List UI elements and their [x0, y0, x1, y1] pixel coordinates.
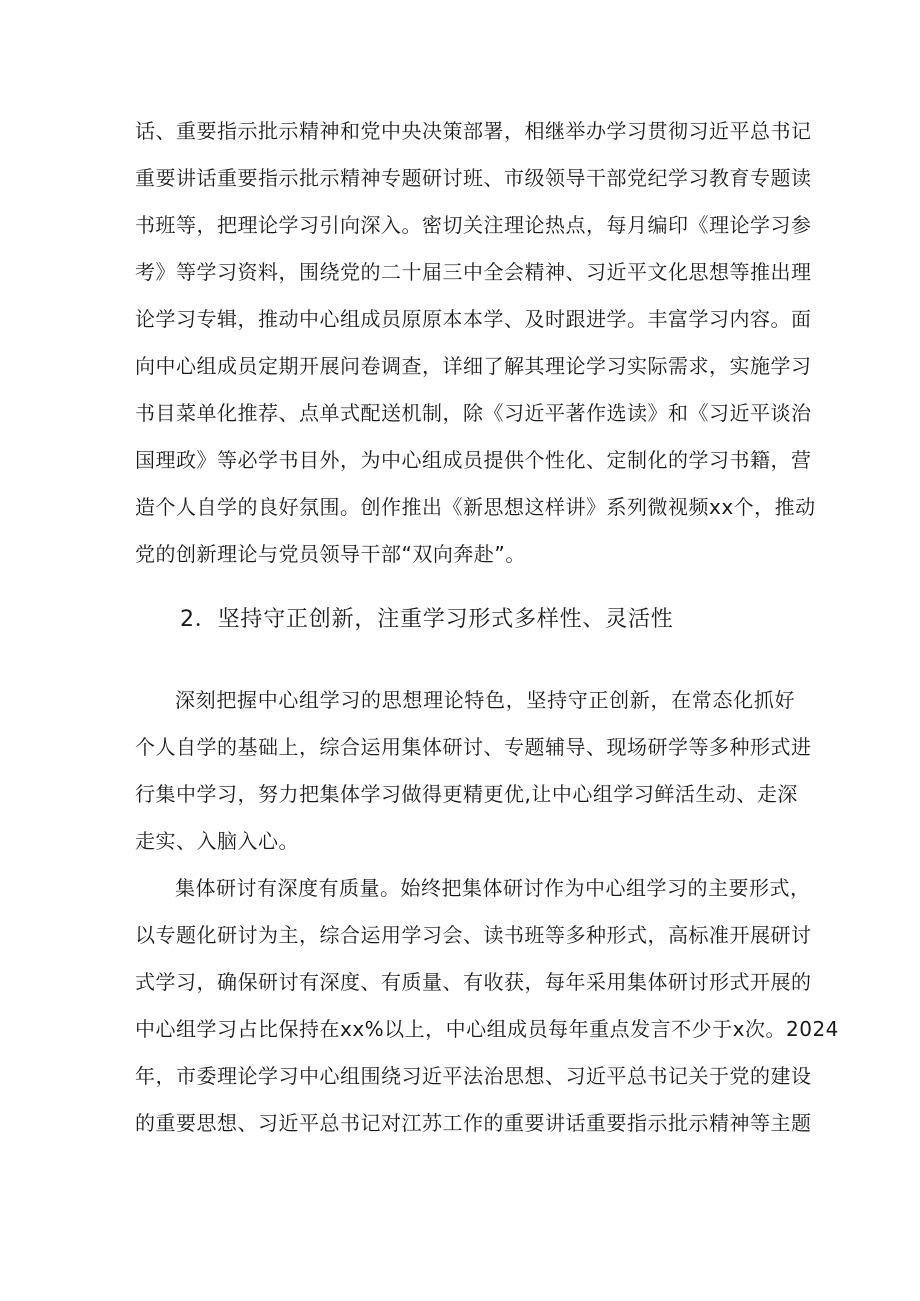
text-line: 深刻把握中心组学习的思想理论特色，坚持守正创新，在常态化抓好: [175, 688, 795, 712]
text-line: 党的创新理论与党员领导干部“双向奔赴”。: [135, 542, 526, 566]
text-line: 书班等，把理论学习引向深入。密切关注理论热点，每月编印《理论学习参: [135, 213, 812, 237]
section-heading: 2．坚持守正创新，注重学习形式多样性、灵活性: [180, 607, 674, 632]
text-line: 式学习，确保研讨有深度、有质量、有收获，每年采用集体研讨形式开展的: [135, 970, 812, 994]
text-line: 向中心组成员定期开展问卷调查，详细了解其理论学习实际需求，实施学习: [135, 354, 812, 378]
paragraph-theory-study: [135, 108, 816, 578]
text-line: 年，市委理论学习中心组围绕习近平法治思想、习近平总书记关于党的建设: [135, 1064, 812, 1088]
text-line: 的重要思想、习近平总书记对江苏工作的重要讲话重要指示批示精神等主题: [135, 1111, 812, 1135]
text-line: 考》等学习资料，围绕党的二十届三中全会精神、习近平文化思想等推出理: [135, 260, 812, 284]
text-line: 集体研讨有深度有质量。始终把集体研讨作为中心组学习的主要形式，: [175, 876, 811, 900]
text-line: 个人自学的基础上，综合运用集体研讨、专题辅导、现场研学等多种形式进: [135, 735, 812, 759]
text-line: 走实、入脑入心。: [135, 829, 299, 853]
text-line: 行集中学习，努力把集体学习做得更精更优,让中心组学习鲜活生动、走深: [135, 782, 798, 806]
text-line: 中心组学习占比保持在xx%以上，中心组成员每年重点发言不少于x次。2024: [135, 1017, 839, 1041]
paragraph-group-discussion: [135, 865, 839, 1147]
text-line: 以专题化研讨为主，综合运用学习会、读书班等多种形式，高标准开展研讨: [135, 923, 812, 947]
text-line: 书目菜单化推荐、点单式配送机制，除《习近平著作选读》和《习近平谈治: [135, 401, 812, 425]
text-line: 重要讲话重要指示批示精神专题研讨班、市级领导干部党纪学习教育专题读: [135, 166, 812, 190]
text-line: 国理政》等必学书目外，为中心组成员提供个性化、定制化的学习书籍，营: [135, 448, 812, 472]
text-line: 论学习专辑，推动中心组成员原原本本学、及时跟进学。丰富学习内容。面: [135, 307, 812, 331]
text-line: 话、重要指示批示精神和党中央决策部署，相继举办学习贯彻习近平总书记: [135, 119, 812, 143]
text-line: 造个人自学的良好氛围。创作推出《新思想这样讲》系列微视频xx个，推动: [135, 495, 816, 519]
paragraph-innovation: [135, 677, 812, 865]
